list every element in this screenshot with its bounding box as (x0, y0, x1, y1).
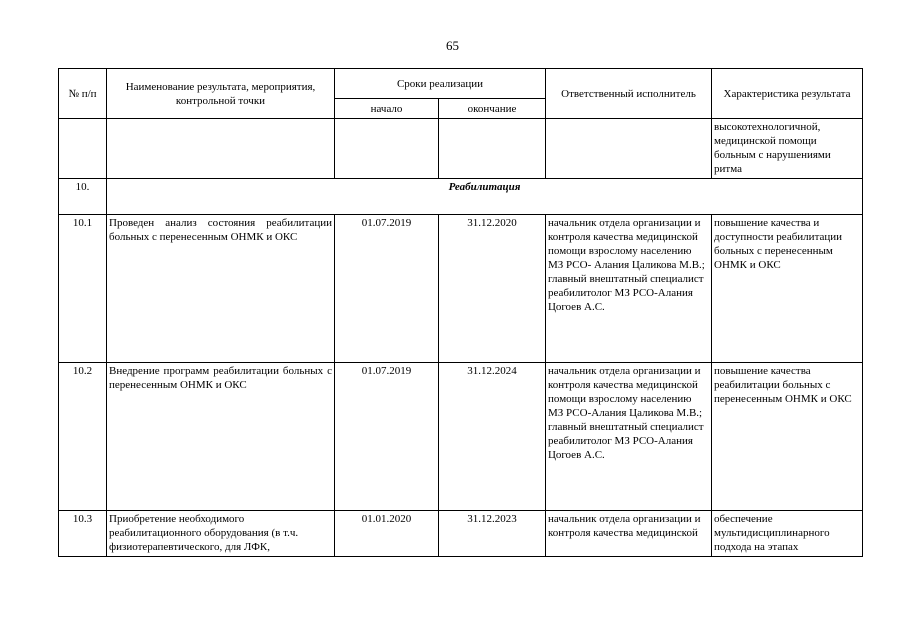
section-title: Реабилитация (107, 179, 863, 215)
page-number: 65 (446, 38, 459, 53)
row-executor: начальник отдела организации и контроля качества медицинской помощи взрослому населению МЗ РСО-Алания Цаликова М.В.; главный внештатный специалист реабилитолог МЗ РСО-Алания Цогоев А.С. (546, 363, 712, 511)
row-end: 31.12.2020 (439, 215, 546, 363)
row-num: 10.3 (59, 511, 107, 557)
table-row (59, 511, 863, 557)
table-row (59, 215, 863, 363)
row-start: 01.07.2019 (335, 215, 439, 363)
row-num: 10.1 (59, 215, 107, 363)
row-name: Внедрение программ реабилитации больных с перенесенным ОНМК и ОКС (107, 363, 335, 511)
header-terms: Сроки реализации (335, 69, 546, 99)
header-end: окончание (439, 99, 546, 119)
table-row (59, 363, 863, 511)
header-start: начало (335, 99, 439, 119)
header-executor: Ответственный исполнитель (546, 69, 712, 119)
row-end: 31.12.2023 (439, 511, 546, 557)
plan-table (58, 68, 863, 557)
row-num: 10.2 (59, 363, 107, 511)
header-name: Наименование результата, мероприятия, контрольной точки (107, 69, 335, 119)
row-executor: начальник отдела организации и контроля качества медицинской (546, 511, 712, 557)
row-end: 31.12.2024 (439, 363, 546, 511)
row-result: повышение качества реабилитации больных с перенесенным ОНМК и ОКС (712, 363, 863, 511)
row-result: обеспечение мультидисциплинарного подхода на этапах (712, 511, 863, 557)
row-name: Приобретение необходимого реабилитационного оборудования (в т.ч. физиотерапевтического, для ЛФК, (107, 511, 335, 557)
continuation-row (59, 119, 863, 179)
row-start: 01.07.2019 (335, 363, 439, 511)
section-num: 10. (59, 179, 107, 215)
continuation-result: высокотехнологичной, медицинской помощи больным с нарушениями ритма (712, 119, 863, 179)
header-num: № п/п (59, 69, 107, 119)
row-start: 01.01.2020 (335, 511, 439, 557)
row-result: повышение качества и доступности реабилитации больных с перенесенным ОНМК и ОКС (712, 215, 863, 363)
section-row (59, 179, 863, 215)
row-name: Проведен анализ состояния реабилитации больных с перенесенным ОНМК и ОКС (107, 215, 335, 363)
header-result: Характеристика результата (712, 69, 863, 119)
row-executor: начальник отдела организации и контроля качества медицинской помощи взрослому населению МЗ РСО- Алания Цаликова М.В.; главный внештатный специалист реабилитолог МЗ РСО-Алания Цогоев А.С. (546, 215, 712, 363)
